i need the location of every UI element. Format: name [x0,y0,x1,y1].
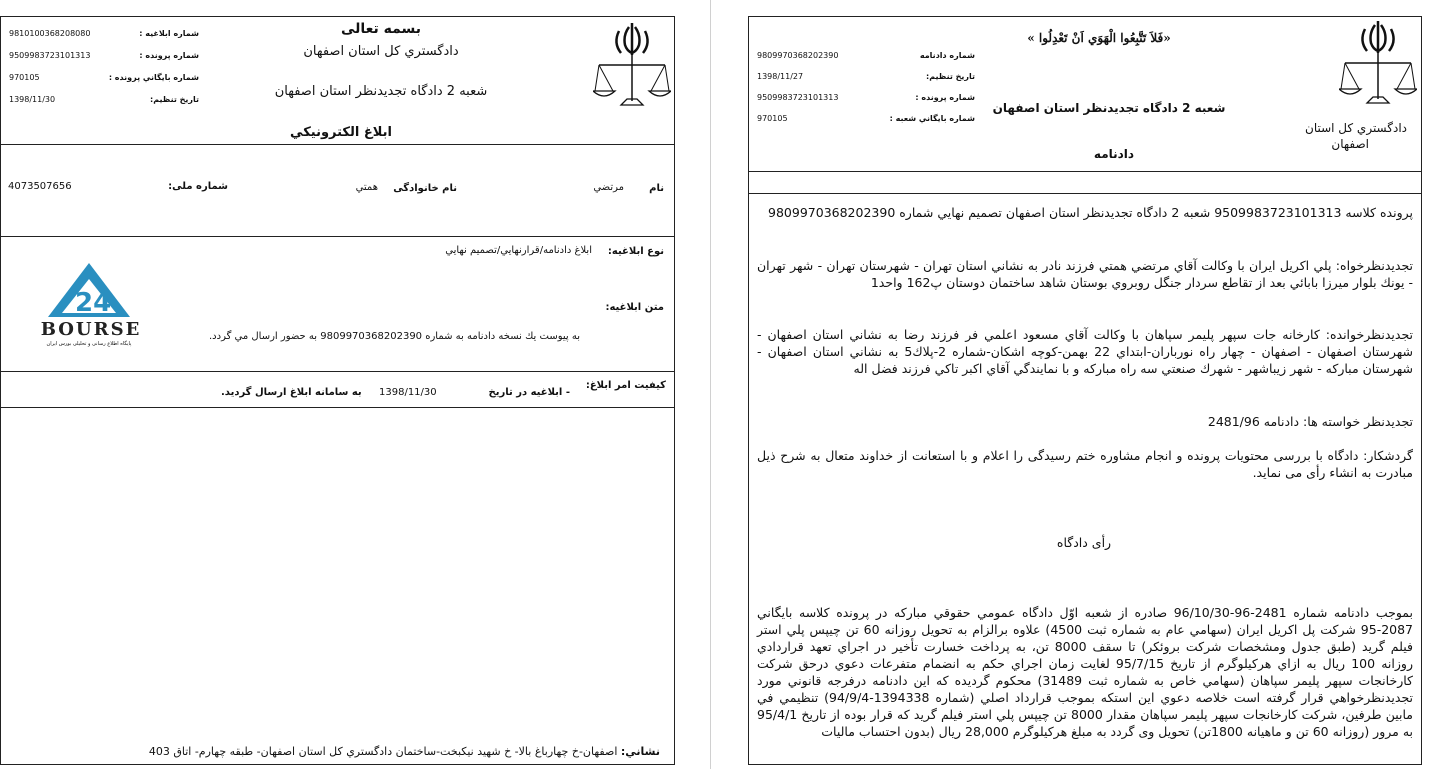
family-name-value: همتي [355,182,378,193]
bourse-brand: BOURSE [40,319,142,340]
bismillah: بسمه تعالی [340,21,422,37]
appellant-paragraph: تجديدنظرخواه: پلي اکريل ايران با وکالت آقاي مرتضي همتي فرزند نادر به نشاني استان تهران - شهرستان تهران - شهر تهران - ‌يونك بلوار ميرزا بابائي بعد از تقاطع سردار جنگل روبروي بوستان شاهد ساختمان دوستان پ162 واحد1 [757,258,1413,290]
svg-text:24: 24 [75,288,112,318]
notice-title: ابلاغ الکترونيکي [290,125,392,140]
case-number-value: 9509983723101313 [9,51,91,60]
archive-number-label: شماره بايگاني پرونده : [108,73,199,82]
delivery-prefix: - ابلاغيه در تاريخ [488,387,570,398]
address-value: اصفهان-خ چهارباغ بالا- خ شهيد نيکبخت-ساختمان دادگستري کل استان اصفهان- طبقه چهارم- اتاق 403 [148,745,618,758]
verdict-number-label: شماره دادنامه [919,51,975,60]
case-number-label: شماره پرونده : [915,93,975,102]
notice-number-label: شماره ابلاغيه : [139,29,199,38]
archive-number-value: 970105 [757,114,788,123]
judiciary-emblem-icon [593,21,671,111]
bourse-logo [30,249,148,351]
notice-meta [7,27,203,115]
delivery-date: 1398/11/30 [379,387,437,398]
judiciary-emblem-icon [1339,19,1417,109]
ruling-text: بموجب دادنامه شماره 2481-96-96/10/30 صادره از شعبه اوّل دادگاه عمومي حقوقي مبارکه در پرونده کلاسه بايگاني 2087-95 شرکت پل اکريل ايران (سهامي عام به شماره ثبت 4500) علاوه برالزام به تحويل روزانه 60 تن چيپس پلي استر فيلم گريد (طبق جدول ومشخصات شرکت بروئکر) تا سقف 8000 تن، به پرداخت خسارت تأخير در اجراي تعهد قراردادي روزانه 100 ريال به ازاي هرکيلوگرم از تاريخ 95/7/15 لغايت زمان اجراي حکم به انضمام متفرعات دعوي درحق شرکت کارخانجات سپهر پليمر سپاهان (سهامي خاص به شماره ثبت 31489) محکوم گرديده که اين دادنامه درفرجه قانوني مورد تجديدنظرخواهي قرار گرفته است خلاصه دعوي اين استکه بموجب قرارداد اصلي (شماره 1394338-94/9/4) تنظيمي في مابين طرفين، شرکت کارخانجات سپهر پليمر سپاهان مقدار 8000 تن چيپس پلي استر فيلم گريد كه قرار بوده از تاريخ 95/4/1 به مرور (روزانه 60 تن و ماهيانه 1800تن) تحويل وی گردد به مبلغ هرکيلوگرم 28,000 ريال (بدون احتساب ماليات [757,605,1414,739]
verdict-meta [755,49,975,133]
notice-page [0,16,675,765]
divider [1,371,674,372]
doc-title: دادنامه [1093,147,1135,161]
branch-name: شعبه 2 دادگاه تجديدنظر استان اصفهان [992,101,1226,115]
notice-type-value: ابلاغ دادنامه/قرارنهايي/تصميم نهايي [445,245,592,256]
name-value: مرتضي [593,182,624,193]
court-name: دادگستري کل استان اصفهان [303,44,459,59]
issue-date-value: 1398/11/27 [757,72,804,81]
notice-text-value: به پيوست يك نسخه دادنامه به شماره 9809970368202390 به حضور ارسال مي گردد. [209,331,580,342]
name-label: نام [649,183,664,194]
national-id-label: شماره ملی: [168,181,228,192]
family-name-label: نام خانوادگی [393,183,457,194]
divider [749,193,1421,194]
court-name-line2: اصفهان [1331,137,1369,151]
delivery-suffix: به سامانه ابلاغ ارسال گرديد. [221,387,362,398]
archive-number-label: شماره بايگاني شعبه : [889,114,975,123]
issue-date-label: تاريخ تنظيم: [150,95,199,104]
notice-number-value: 9810100368208080 [9,29,91,38]
divider [1,236,674,237]
address-line [149,745,660,758]
address-label: نشاني: [620,745,660,758]
page-gap-divider [710,0,711,769]
archive-number-value: 970105 [9,73,40,82]
case-paragraph: پرونده کلاسه 9509983723101313 شعبه 2 دادگاه تجديدنظر استان اصفهان تصميم نهايي شماره 9809970368202390 [768,205,1413,220]
procedure-paragraph: گردشكار: دادگاه با بررسی محتويات پرونده و انجام مشاوره ختم رسيدگی را اعلام و با استعانت از خداوند متعال به شرح ذيل مبادرت به انشاء رأی می نمايد. [757,448,1413,480]
appeal-request-paragraph: تجديدنظر خواسته ها: دادنامه 2481/96 [1207,414,1413,429]
bourse-caption: پایگاه اطلاع رسانی و تحلیلی بورس ایران [46,341,132,347]
branch-name: شعبه 2 دادگاه تجديدنظر استان اصفهان [274,84,488,99]
verdict-number-value: 9809970368202390 [757,51,839,60]
divider [1,407,674,408]
respondent-paragraph: تجديدنظرخوانده: کارخانه جات سپهر پليمر سپاهان با وکالت آقاي مسعود اعلمي فر فرزند رضا به نشاني استان اصفهان - شهرستان اصفهان - اصفهان - چهار راه نورباران-ابتداي 22 بهمن-کوچه اشکان-شماره 2-پلاك5 به نشاني استان اصفهان - شهرستان مبارکه - شهر زيباشهر - شهرك صنعتي سه راه مبارکه و با نمايندگي آقاي اکبر تاکي فرزند فضل اله [757,327,1413,376]
divider [749,171,1421,172]
notice-type-label: نوع ابلاغيه: [607,246,664,257]
national-id-value: 4073507656 [8,181,72,192]
case-number-value: 9509983723101313 [757,93,839,102]
case-number-label: شماره پرونده : [139,51,199,60]
issue-date-value: 1398/11/30 [9,95,56,104]
divider [1,144,674,145]
notice-text-label: متن ابلاغيه: [605,302,664,313]
court-name-line1: دادگستري کل استان [1305,121,1407,135]
issue-date-label: تاريخ تنظيم: [926,72,975,81]
quran-verse: «فَلاَ تَتَّبِعُوا الْهَوَي اَنْ تَعْدِلُوا » [1027,31,1171,45]
delivery-label: کيفيت امر ابلاغ: [585,380,666,391]
verdict-page [748,16,1422,765]
ruling-title: رأی دادگاه [1056,535,1112,550]
